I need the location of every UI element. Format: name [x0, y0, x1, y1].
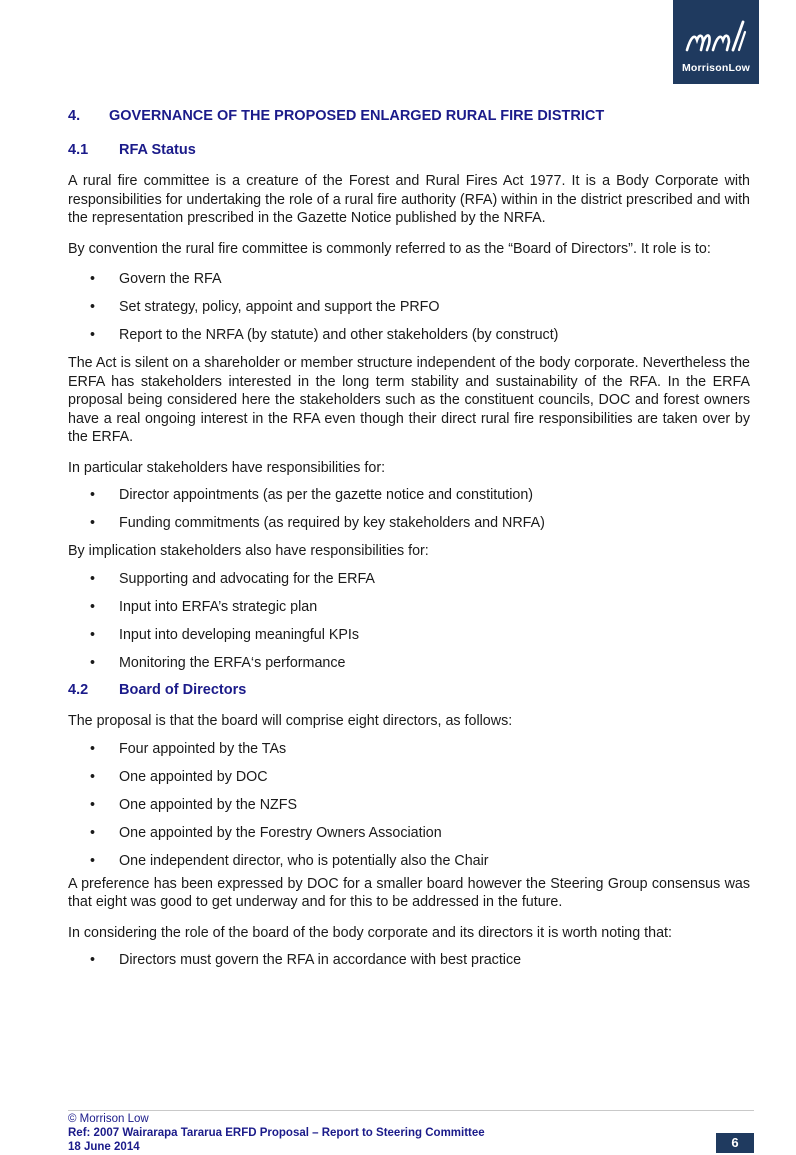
list-item: • Monitoring the ERFA‘s performance [68, 654, 750, 673]
paragraph: A rural fire committee is a creature of the Forest and Rural Fires Act 1977. It is a Body Corporate with responsibilities for undertaking the role of a rural fire authority (RFA) within in the district prescribed and with the representation prescribed in the Gazette Notice published by the NRFA. [68, 173, 750, 226]
subsection-heading-4-1 [68, 142, 750, 158]
section-number: 4. [68, 108, 81, 124]
list-item: • Govern the RFA [68, 270, 750, 289]
page-footer [68, 1110, 754, 1154]
subsection-title: RFA Status [119, 142, 196, 158]
paragraph: By implication stakeholders also have responsibilities for: [68, 543, 429, 560]
bullet-list-directors [68, 740, 750, 871]
subsection-number: 4.2 [68, 682, 89, 699]
list-item: • Four appointed by the TAs [68, 740, 750, 759]
paragraph: In particular stakeholders have responsibilities for: [68, 459, 386, 476]
paragraph: In considering the role of the board of the body corporate and its directors it is worth noting that: [68, 924, 672, 941]
section-title: GOVERNANCE OF THE PROPOSED ENLARGED RURAL FIRE DISTRICT [109, 108, 605, 124]
list-item: • Funding commitments (as required by key stakeholders and NRFA) [68, 514, 750, 533]
list-item: • One independent director, who is potentially also the Chair [68, 852, 750, 871]
document-body [68, 108, 750, 979]
paragraph: By convention the rural fire committee is commonly referred to as the “Board of Directors”. It role is to: [68, 240, 711, 257]
footer-reference: Ref: 2007 Wairarapa Tararua ERFD Proposal – Report to Steering Committee [68, 1127, 485, 1139]
list-item: • Report to the NRFA (by statute) and other stakeholders (by construct) [68, 326, 750, 345]
list-item: • Director appointments (as per the gazette notice and constitution) [68, 486, 750, 505]
list-item: • Directors must govern the RFA in accordance with best practice [68, 951, 750, 970]
list-item: • One appointed by the Forestry Owners Association [68, 824, 750, 843]
page-number-badge: 6 [716, 1133, 754, 1153]
paragraph: A preference has been expressed by DOC for a smaller board however the Steering Group consensus was that eight was good to get underway and for this to be addressed in the future. [68, 875, 750, 911]
logo-mark-icon [681, 18, 751, 58]
subsection-number: 4.1 [68, 142, 89, 158]
morrisonlow-logo [673, 0, 759, 84]
list-item: • Set strategy, policy, appoint and support the PRFO [68, 298, 750, 317]
bullet-list-roles [68, 270, 750, 345]
paragraph: The Act is silent on a shareholder or member structure independent of the body corporate. Nevertheless the ERFA has stakeholders interested in the long term stability and sustainability of the RFA. In the ERFA proposal being considered here the stakeholders such as the constituent councils, DOC and forest owners have a real ongoing interest in the RFA even though their direct rural fire responsibilities are taken over by the ERFA. [68, 355, 750, 446]
footer-copyright: © Morrison Low [68, 1113, 149, 1125]
section-heading [68, 108, 750, 124]
logo-text: MorrisonLow [681, 62, 751, 74]
subsection-title: Board of Directors [119, 682, 247, 699]
subsection-heading-4-2 [68, 682, 750, 698]
list-item: • Supporting and advocating for the ERFA [68, 570, 750, 589]
bullet-list-notes [68, 951, 750, 970]
list-item: • Input into developing meaningful KPIs [68, 626, 750, 645]
list-item: • Input into ERFA’s strategic plan [68, 598, 750, 617]
list-item: • One appointed by DOC [68, 768, 750, 787]
bullet-list-implications [68, 570, 750, 673]
list-item: • One appointed by the NZFS [68, 796, 750, 815]
paragraph: The proposal is that the board will comprise eight directors, as follows: [68, 713, 513, 730]
bullet-list-responsibilities [68, 486, 750, 533]
footer-date: 18 June 2014 [68, 1141, 140, 1153]
